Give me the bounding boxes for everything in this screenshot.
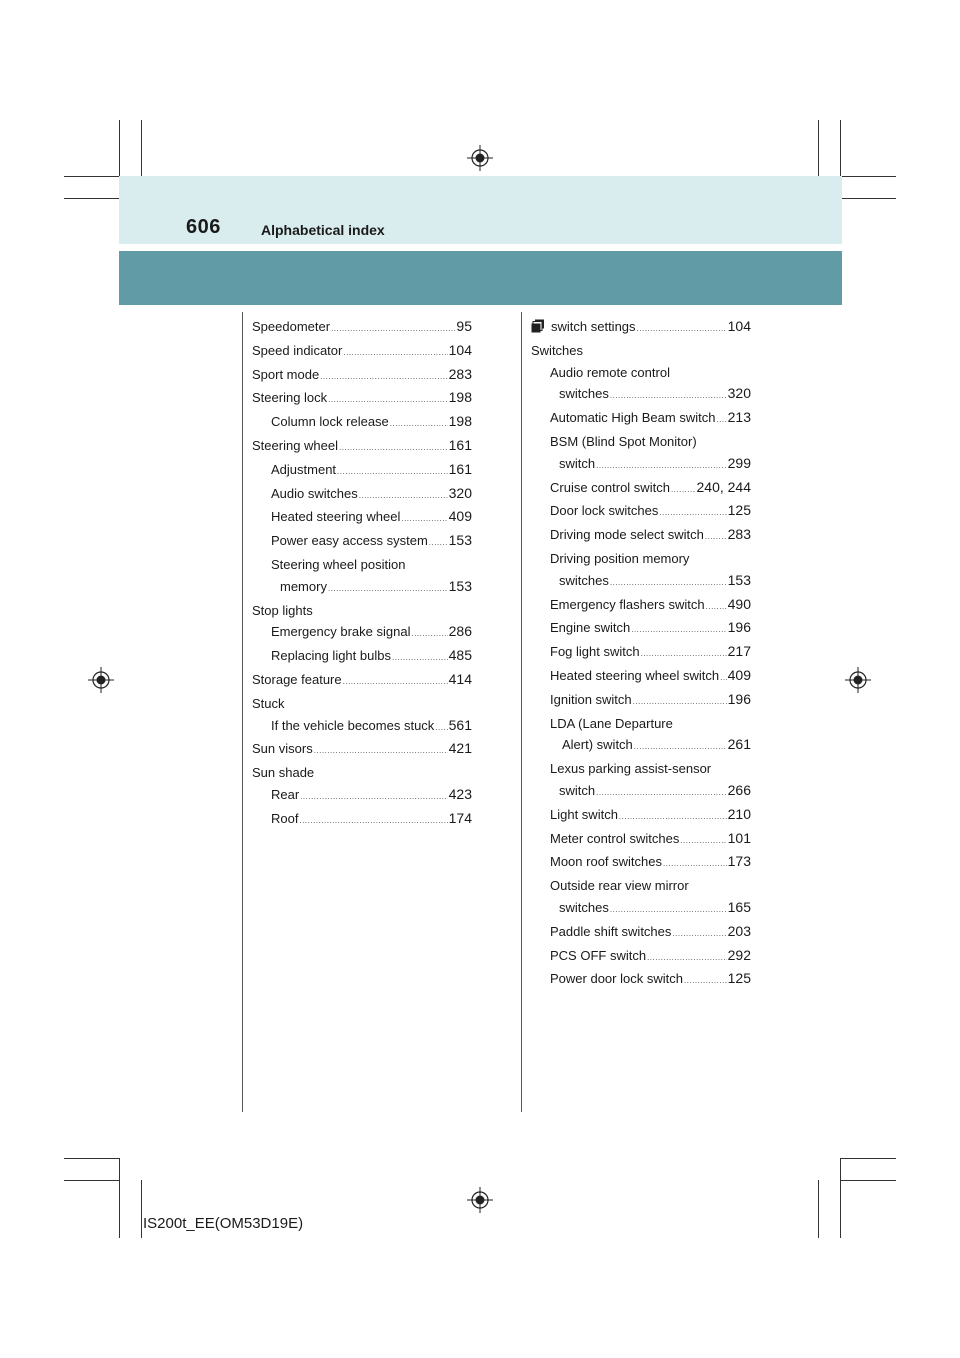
entry-page: 104 <box>727 318 751 334</box>
entry-label <box>550 594 705 616</box>
entry-page: 125 <box>727 502 751 519</box>
entry-page: 421 <box>448 740 472 757</box>
entry-label <box>280 576 327 598</box>
index-column-right <box>531 316 751 992</box>
dot-leader <box>647 947 727 969</box>
header-band <box>119 176 842 244</box>
entry-label <box>550 524 704 546</box>
index-entry <box>531 921 751 945</box>
entry-label <box>559 383 609 405</box>
crop-mark <box>840 176 896 177</box>
index-entry <box>252 483 472 507</box>
dot-leader <box>631 619 726 641</box>
entry-label-text: Heated steering wheel switch <box>550 667 720 683</box>
entry-page: 95 <box>456 318 472 334</box>
entry-label-text: switch <box>559 782 596 798</box>
entry-label-text: Storage feature <box>252 671 342 687</box>
header-bar <box>119 251 842 305</box>
index-column-left <box>252 316 472 832</box>
dot-leader <box>706 596 727 618</box>
entry-page: 292 <box>727 946 751 963</box>
index-entry <box>252 738 472 762</box>
entry-page: 153 <box>448 532 472 549</box>
index-entry <box>252 715 472 739</box>
index-entry <box>531 851 751 875</box>
entry-label-text: Steering lock <box>252 390 328 406</box>
entry-page: 283 <box>727 526 751 543</box>
dot-leader <box>663 853 727 875</box>
index-entry <box>531 945 751 969</box>
crop-mark <box>141 120 142 176</box>
registration-mark-icon <box>845 667 871 693</box>
index-entry <box>531 570 751 594</box>
entry-label <box>531 316 636 338</box>
entry-label <box>550 617 630 639</box>
dot-leader <box>619 806 727 828</box>
registration-mark-icon <box>467 145 493 171</box>
entry-label-text: switch <box>559 455 596 471</box>
dot-leader <box>671 479 696 501</box>
entry-label <box>550 968 683 990</box>
entry-page: 125 <box>727 970 751 987</box>
entry-label <box>550 641 640 663</box>
dot-leader <box>633 691 727 713</box>
crop-mark <box>141 1180 142 1238</box>
index-entry: LDA (Lane Departure <box>550 715 673 731</box>
dot-leader <box>299 810 447 832</box>
entry-label <box>271 483 358 505</box>
entry-label-text: switches <box>559 386 609 402</box>
index-entry <box>531 500 751 524</box>
dot-leader <box>610 899 727 921</box>
crop-mark <box>840 1158 841 1238</box>
entry-label-text: Speed indicator <box>252 342 343 358</box>
index-entry <box>531 734 751 758</box>
entry-page: 196 <box>727 690 751 707</box>
index-entry: Switches <box>531 342 584 358</box>
entry-label-text: Engine switch <box>550 620 631 636</box>
crop-mark <box>64 1180 120 1181</box>
index-entry <box>252 645 472 669</box>
registration-mark-icon <box>88 667 114 693</box>
entry-label-text: Meter control switches <box>550 830 680 846</box>
entry-page: 320 <box>727 385 751 402</box>
index-entry <box>252 621 472 645</box>
entry-page: 161 <box>448 460 472 477</box>
index-entry <box>252 506 472 530</box>
index-entry <box>252 364 472 388</box>
dot-leader <box>610 572 727 594</box>
dot-leader <box>435 717 447 739</box>
entry-label-text: Ignition switch <box>550 691 632 707</box>
index-entry <box>531 524 751 548</box>
model-code: IS200t_EE(OM53D19E) <box>143 1215 304 1232</box>
entry-label-text: Replacing light bulbs <box>271 648 391 664</box>
entry-label-text: Cruise control switch <box>550 479 670 495</box>
dot-leader <box>720 667 727 689</box>
index-entry <box>252 340 472 364</box>
index-entry <box>252 784 472 808</box>
entry-label-text: If the vehicle becomes stuck <box>271 717 435 733</box>
crop-mark <box>840 1180 896 1181</box>
entry-page: 165 <box>727 898 751 915</box>
index-entry <box>252 808 472 832</box>
dot-leader <box>343 342 447 364</box>
registration-mark-icon <box>467 1187 493 1213</box>
index-entry <box>531 407 751 431</box>
entry-label-text: Adjustment <box>271 461 337 477</box>
index-entry <box>531 897 751 921</box>
entry-page: 101 <box>727 829 751 846</box>
entry-label-text: memory <box>280 578 327 594</box>
entry-label <box>271 808 298 830</box>
dot-leader <box>343 671 448 693</box>
entry-label-text: switches <box>559 899 609 915</box>
entry-label <box>550 945 646 967</box>
crop-mark <box>64 1158 120 1159</box>
index-entry: Driving position memory <box>550 550 690 566</box>
entry-label <box>550 500 658 522</box>
index-entry <box>531 641 751 665</box>
entry-label-text: Sun visors <box>252 741 313 757</box>
entry-label-text: Alert) switch <box>562 737 633 753</box>
index-entry <box>531 828 751 852</box>
index-entry <box>531 453 751 477</box>
entry-label <box>271 621 410 643</box>
index-entry <box>252 316 472 340</box>
entry-page: 490 <box>727 595 751 612</box>
dot-leader <box>659 502 726 524</box>
index-entry <box>252 669 472 693</box>
entry-label-text: Sport mode <box>252 366 320 382</box>
entry-page: 198 <box>448 389 472 406</box>
entry-label-text: Door lock switches <box>550 503 659 519</box>
index-entry: Stop lights <box>252 602 313 618</box>
crop-mark <box>64 176 120 177</box>
index-entry <box>252 411 472 435</box>
entry-label <box>271 784 299 806</box>
dot-leader <box>359 485 448 507</box>
index-entry: BSM (Blind Spot Monitor) <box>550 433 697 449</box>
index-entry: Steering wheel position <box>271 556 406 572</box>
entry-page: 266 <box>727 781 751 798</box>
entry-label <box>252 316 330 338</box>
entry-label <box>252 738 313 760</box>
entry-label <box>271 506 400 528</box>
entry-label-text: switch settings <box>551 319 636 334</box>
entry-label-text: PCS OFF switch <box>550 947 647 963</box>
entry-label-text: Light switch <box>550 806 618 822</box>
entry-label-text: Steering wheel <box>252 437 338 453</box>
dot-leader <box>411 623 447 645</box>
entry-page: 414 <box>448 670 472 687</box>
entry-label <box>559 897 609 919</box>
entry-label-text: Emergency brake signal <box>271 624 411 640</box>
index-entry <box>531 316 751 340</box>
page-number: 606 <box>186 216 221 238</box>
entry-label-text: switches <box>559 572 609 588</box>
entry-label-text: Automatic High Beam switch <box>550 410 716 426</box>
entry-label <box>550 828 679 850</box>
dot-leader <box>672 923 726 945</box>
entry-label <box>252 387 327 409</box>
entry-label-text: Driving mode select switch <box>550 527 704 543</box>
crop-mark <box>64 198 120 199</box>
dot-leader <box>610 385 727 407</box>
dot-leader <box>684 970 727 992</box>
dot-leader <box>716 409 726 431</box>
column-divider <box>242 312 243 1112</box>
entry-page: 485 <box>448 647 472 664</box>
entry-page: 213 <box>727 409 751 426</box>
entry-label <box>559 453 595 475</box>
index-entry: Audio remote control <box>550 364 670 380</box>
entry-page: 153 <box>448 577 472 594</box>
entry-label <box>252 364 319 386</box>
entry-label-text: Fog light switch <box>550 644 640 660</box>
entry-label <box>559 780 595 802</box>
entry-label <box>550 689 632 711</box>
dot-leader <box>328 389 447 411</box>
index-entry: Sun shade <box>252 765 315 781</box>
index-entry <box>252 576 472 600</box>
entry-label <box>252 435 338 457</box>
crop-mark <box>119 1158 120 1238</box>
entry-page: 283 <box>448 365 472 382</box>
index-entry: Outside rear view mirror <box>550 878 689 894</box>
index-entry <box>531 689 751 713</box>
dot-leader <box>392 647 448 669</box>
entry-label-text: Power easy access system <box>271 533 428 549</box>
entry-page: 409 <box>727 666 751 683</box>
column-divider <box>521 312 522 1112</box>
dot-leader <box>637 318 727 340</box>
entry-label-text: Audio switches <box>271 485 358 501</box>
dot-leader <box>390 413 448 435</box>
entry-page: 173 <box>727 853 751 870</box>
entry-label <box>252 669 342 691</box>
index-entry <box>252 530 472 554</box>
entry-label <box>271 459 336 481</box>
entry-page: 161 <box>448 436 472 453</box>
index-entry <box>252 387 472 411</box>
dot-leader <box>401 508 447 530</box>
entry-page: 198 <box>448 413 472 430</box>
dot-leader <box>634 736 727 758</box>
dot-leader <box>641 643 727 665</box>
section-title: Alphabetical index <box>261 222 385 238</box>
dot-leader <box>339 437 448 459</box>
crop-mark <box>840 198 896 199</box>
entry-page: 561 <box>448 716 472 733</box>
entry-label <box>562 734 633 756</box>
entry-label <box>550 804 618 826</box>
dot-leader <box>314 740 448 762</box>
index-entry <box>531 477 751 501</box>
entry-page: 174 <box>448 809 472 826</box>
entry-label <box>252 340 342 362</box>
entry-page: 299 <box>727 454 751 471</box>
dot-leader <box>337 461 448 483</box>
dot-leader <box>429 532 448 554</box>
entry-label-text: Paddle shift switches <box>550 923 672 939</box>
entry-page: 196 <box>727 619 751 636</box>
entry-page: 203 <box>727 922 751 939</box>
crop-mark <box>818 120 819 176</box>
dot-leader <box>680 830 726 852</box>
entry-page: 261 <box>727 736 751 753</box>
index-entry: Stuck <box>252 695 285 711</box>
crop-mark <box>840 1158 896 1159</box>
entry-label <box>550 921 671 943</box>
index-entry <box>531 594 751 618</box>
entry-label-text: Rear <box>271 786 300 802</box>
entry-label <box>271 411 389 433</box>
entry-page: 320 <box>448 484 472 501</box>
entry-label-text: Heated steering wheel <box>271 509 401 525</box>
crop-mark <box>818 1180 819 1238</box>
entry-label-text: Roof <box>271 810 299 826</box>
entry-label <box>271 715 434 737</box>
index-entry <box>531 780 751 804</box>
index-entry <box>531 804 751 828</box>
entry-page: 423 <box>448 785 472 802</box>
entry-page: 217 <box>727 643 751 660</box>
entry-page: 286 <box>448 623 472 640</box>
dot-leader <box>320 366 447 388</box>
entry-label-text: Speedometer <box>252 319 331 334</box>
index-entry <box>252 435 472 459</box>
camera-icon <box>531 319 545 333</box>
entry-label-text: Power door lock switch <box>550 971 683 987</box>
dot-leader <box>331 318 455 340</box>
entry-label <box>271 645 391 667</box>
dot-leader <box>596 455 727 477</box>
entry-label-text: Emergency flashers switch <box>550 596 705 612</box>
entry-label <box>550 851 662 873</box>
entry-label <box>550 407 715 429</box>
entry-label <box>559 570 609 592</box>
index-entry <box>252 459 472 483</box>
entry-page: 240, 244 <box>696 478 751 495</box>
dot-leader <box>705 526 727 548</box>
dot-leader <box>596 782 727 804</box>
entry-page: 409 <box>448 508 472 525</box>
dot-leader <box>300 786 447 808</box>
entry-page: 153 <box>727 571 751 588</box>
entry-label <box>271 530 428 552</box>
dot-leader <box>328 578 448 600</box>
index-entry <box>531 383 751 407</box>
entry-label-text: Moon roof switches <box>550 854 662 870</box>
entry-page: 210 <box>727 805 751 822</box>
entry-page: 104 <box>448 341 472 358</box>
index-entry <box>531 617 751 641</box>
entry-label <box>550 477 670 499</box>
index-entry <box>531 665 751 689</box>
entry-label-text: Column lock release <box>271 414 389 430</box>
entry-label <box>550 665 719 687</box>
index-entry <box>531 968 751 992</box>
index-entry: Lexus parking assist-sensor <box>550 761 712 777</box>
